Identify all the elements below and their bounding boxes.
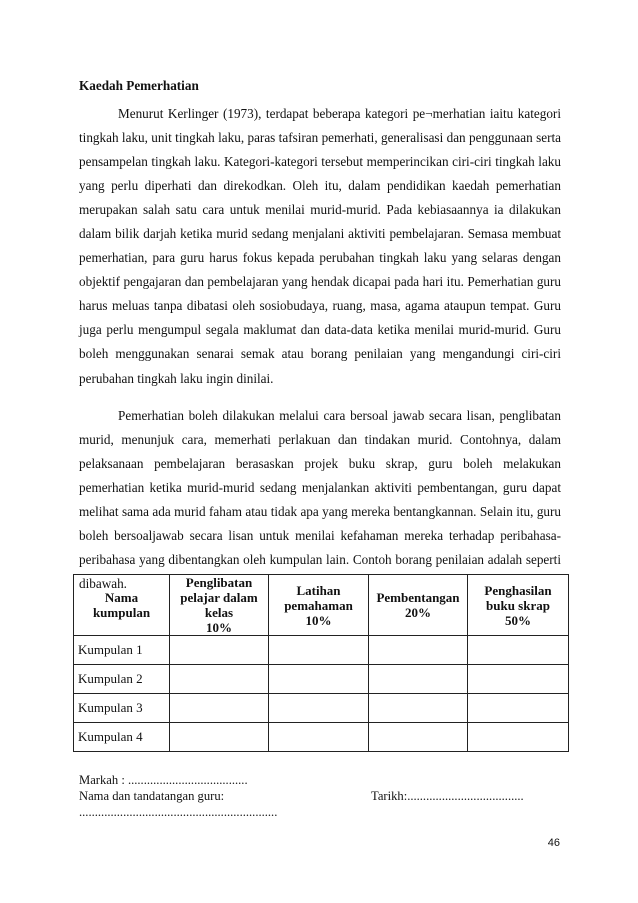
table-cell bbox=[170, 723, 269, 752]
table-cell bbox=[468, 636, 569, 665]
table-cell bbox=[170, 665, 269, 694]
header-line: 10% bbox=[206, 620, 232, 635]
table-cell bbox=[369, 723, 468, 752]
header-latihan bbox=[269, 575, 369, 636]
header-line: 50% bbox=[505, 612, 531, 628]
section-heading: Kaedah Pemerhatian bbox=[79, 78, 199, 93]
header-line: 20% bbox=[405, 605, 431, 620]
assessment-table bbox=[73, 574, 569, 752]
header-line: kumpulan bbox=[92, 605, 151, 620]
markah-field: Markah : ...................................... bbox=[79, 773, 248, 787]
table-cell bbox=[269, 723, 369, 752]
header-penghasilan bbox=[468, 575, 569, 636]
table-cell bbox=[468, 723, 569, 752]
header-line: 10% bbox=[305, 612, 332, 628]
header-pembentangan bbox=[369, 575, 468, 636]
row-label: Kumpulan 2 bbox=[74, 665, 170, 694]
paragraph-2: Pemerhatian boleh dilakukan melalui cara bersoal jawab secara lisan, penglibatan murid, menunjuk cara, memerhati perlakuan dan tindakan murid. Contohnya, dalam pelaksanaan pembelajaran berasaskan projek buku skrap, guru boleh melakukan pemerhatian ketika murid-murid sedang menjalankan aktiviti pembentangan, guru dapat melihat sama ada murid faham atau tidak apa yang mereka bentangkannan. Selain itu, guru boleh bersoaljawab secara lisan untuk menilai kefahaman mereka terhadap peribahasa-peribahasa yang dibentangkan oleh kumpulan lain. Contoh borang penilaian adalah seperti dibawah. bbox=[79, 408, 561, 592]
table-row bbox=[74, 636, 569, 665]
table-cell bbox=[369, 636, 468, 665]
header-line: Latihan bbox=[296, 582, 341, 598]
header-line: Penghasilan bbox=[484, 582, 552, 598]
table-cell bbox=[468, 694, 569, 723]
header-line: pelajar dalam bbox=[180, 590, 258, 605]
table-cell bbox=[369, 694, 468, 723]
teacher-signature-label: Nama dan tandatangan guru: bbox=[79, 789, 225, 803]
row-label: Kumpulan 3 bbox=[74, 694, 170, 723]
paragraph-1: Menurut Kerlinger (1973), terdapat beberapa kategori pe¬merhatian iaitu kategori tingkah laku, unit tingkah laku, paras tafsiran pemerhati, generalisasi dan penggunaan serta pensampelan tingkah laku. Kategori-kategori tersebut memperincikan ciri-ciri tingkah laku yang perlu diperhati dan direkodkan. Oleh itu, dalam pendidikan kaedah pemerhatian merupakan salah satu cara untuk menilai murid-murid. Pada kebiasaannya ia dilakukan dalam bilik darjah ketika murid sedang menjalani aktiviti pembelajaran. Semasa membuat pemerhatian, para guru harus fokus kepada perubahan tingkah laku yang selaras dengan objektif pengajaran dan pembelajaran yang hendak dicapai pada hari itu. Pemerhatian guru harus meluas tanpa dibatasi oleh sosiobudaya, ruang, masa, agama ataupun tempat. Guru juga perlu mengumpul segala maklumat dan data-data ketika menilai murid-murid. Guru boleh menggunakan senarai semak atau borang penilaian yang mengandungi ciri-ciri perubahan tingkah laku ingin dinilai. bbox=[79, 106, 561, 386]
header-line: pemahaman bbox=[284, 597, 353, 613]
table-cell bbox=[170, 636, 269, 665]
header-line: kelas bbox=[204, 605, 234, 620]
header-nama-kumpulan bbox=[74, 575, 170, 636]
date-field: Tarikh:..................................... bbox=[371, 789, 524, 803]
table-row bbox=[74, 694, 569, 723]
header-line: Nama bbox=[104, 590, 139, 605]
table-header-row bbox=[74, 575, 569, 636]
row-label: Kumpulan 1 bbox=[74, 636, 170, 665]
signature-line: ............................................................... bbox=[79, 805, 278, 819]
row-label: Kumpulan 4 bbox=[74, 723, 170, 752]
header-line: Penglibatan bbox=[185, 575, 253, 590]
header-penglibatan bbox=[170, 575, 269, 636]
header-line: buku skrap bbox=[486, 597, 550, 613]
table-cell bbox=[269, 694, 369, 723]
table-cell bbox=[269, 636, 369, 665]
table-cell bbox=[170, 694, 269, 723]
table-cell bbox=[369, 665, 468, 694]
header-line: Pembentangan bbox=[376, 590, 460, 605]
table-cell bbox=[468, 665, 569, 694]
table-row bbox=[74, 665, 569, 694]
table-row bbox=[74, 723, 569, 752]
page-number: 46 bbox=[547, 837, 560, 849]
table-cell bbox=[269, 665, 369, 694]
